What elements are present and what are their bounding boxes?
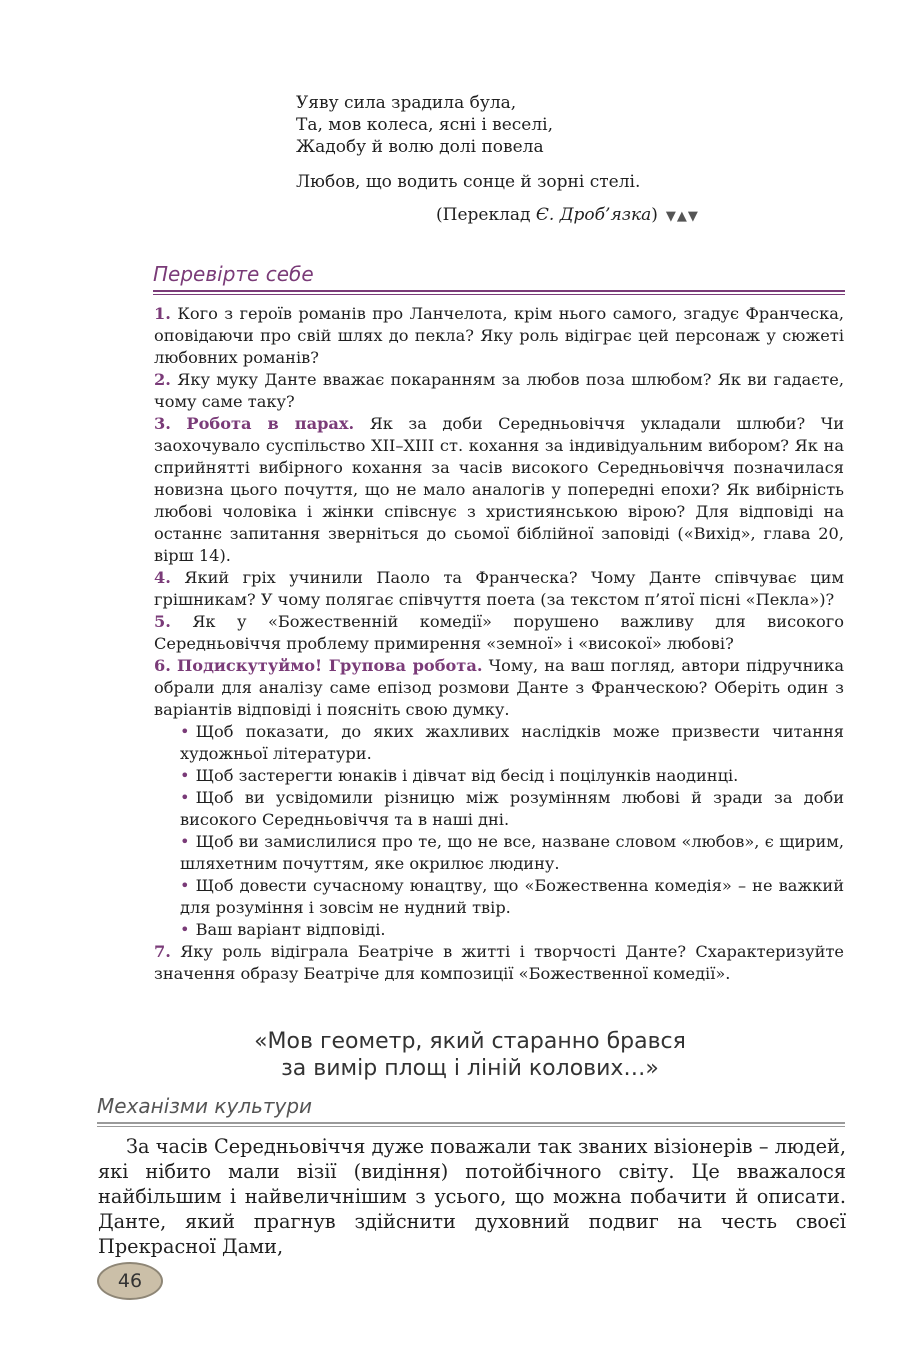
question-number: 4. bbox=[154, 568, 171, 587]
answer-option bbox=[180, 787, 844, 831]
section-divider bbox=[153, 290, 845, 295]
question-item bbox=[154, 941, 844, 985]
question-item bbox=[154, 567, 844, 611]
question-text: Яку роль відіграла Беатріче в житті і творчості Данте? Схарактеризуйте значення образу Беатріче для композиції «Божественної комедії». bbox=[154, 942, 844, 983]
poem-last-line: Любов, що водить сонце й зорні стелі. bbox=[296, 172, 641, 192]
question-number: 2. bbox=[154, 370, 171, 389]
answer-option-text: Щоб ви замислилися про те, що не все, назване словом «любов», є щирим, шляхетним почуттям, яке окрилює людину. bbox=[180, 832, 844, 873]
question-item bbox=[154, 611, 844, 655]
triangle-ornament-icon: ▼▲▼ bbox=[665, 209, 699, 224]
bullet-icon: • bbox=[180, 920, 190, 939]
body-paragraph: За часів Середньовіччя дуже поважали так званих візіонерів – людей, які нібито мали візії (видіння) потойбічного світу. Це вважалося найбільшим і найвеличнішим з усього, що можна побачити й описати. Данте, який прагнув здійснити духовний подвиг на честь своєї Прекрасної Дами, bbox=[98, 1135, 846, 1258]
bullet-icon: • bbox=[180, 766, 190, 785]
answer-option bbox=[180, 765, 844, 787]
translation-prefix: (Переклад bbox=[436, 205, 536, 225]
translation-credit bbox=[436, 204, 699, 228]
page-number: 46 bbox=[97, 1262, 163, 1300]
question-number: 5. bbox=[154, 612, 171, 631]
epigraph-quote bbox=[160, 1028, 780, 1082]
section-divider bbox=[97, 1122, 845, 1127]
question-item bbox=[154, 413, 844, 567]
answer-options bbox=[154, 721, 844, 941]
section-title-check: Перевірте себе bbox=[153, 262, 314, 286]
poem-line: Та, мов колеса, ясні і веселі, bbox=[296, 115, 554, 135]
question-text: Як за доби Середньовіччя укладали шлюби? Чи заохочувало суспільство XII–XIII ст. кохання за індивідуальним вибором? Як на сприйнятті вибірного кохання за часів високого Середньовіччя позначилася новизна цього почуття, що не мало аналогів у попередні епохи? Як вибірність любові чоловіка і жінки співснує з християнською вірою? Для відповіді на останнє запитання зверніться до сьомої біблійної заповіді («Вихід», глава 20, вірш 14). bbox=[154, 414, 844, 565]
question-item bbox=[154, 369, 844, 413]
bullet-icon: • bbox=[180, 832, 190, 851]
answer-option bbox=[180, 875, 844, 919]
task-type-label: Робота в парах. bbox=[186, 414, 355, 433]
question-number: 7. bbox=[154, 942, 171, 961]
mechanisms-body bbox=[98, 1134, 846, 1259]
question-item bbox=[154, 655, 844, 721]
question-text: Кого з героїв романів про Ланчелота, крім нього самого, згадує Франческа, оповідаючи про свій шлях до пекла? Яку роль відіграє цей персонаж у сюжеті любовних романів? bbox=[154, 304, 844, 367]
question-number: 6. bbox=[154, 656, 171, 675]
poem-line: Уяву сила зрадила була, bbox=[296, 93, 517, 113]
question-text: Яку муку Данте вважає покаранням за любов поза шлюбом? Як ви гадаєте, чому саме таку? bbox=[154, 370, 844, 411]
bullet-icon: • bbox=[180, 722, 190, 741]
section-title-mechanisms: Механізми культури bbox=[97, 1094, 313, 1118]
translation-suffix: ) bbox=[651, 205, 658, 225]
answer-option-text: Ваш варіант відповіді. bbox=[195, 920, 386, 939]
poem-excerpt bbox=[296, 92, 756, 193]
answer-option-text: Щоб застерегти юнаків і дівчат від бесід і поцілунків наодинці. bbox=[195, 766, 739, 785]
translator-name: Є. Дроб’язка bbox=[535, 205, 652, 225]
poem-line: Жадобу й волю долі повела bbox=[296, 137, 544, 157]
question-number: 1. bbox=[154, 304, 171, 323]
task-type-label: Подискутуймо! Групова робота. bbox=[177, 656, 483, 675]
quote-line: «Мов геометр, який старанно брався bbox=[254, 1029, 686, 1054]
question-text: Який гріх учинили Паоло та Франческа? Чому Данте співчуває цим грішникам? У чому полягає співчуття поета (за текстом п’ятої пісні «Пекла»)? bbox=[154, 568, 844, 609]
answer-option bbox=[180, 831, 844, 875]
quote-line: за вимір площ і ліній колових…» bbox=[281, 1056, 659, 1081]
questions-list bbox=[154, 303, 844, 985]
answer-option bbox=[180, 721, 844, 765]
question-text: Як у «Божественній комедії» порушено важливу для високого Середньовіччя проблему примирення «земної» і «високої» любові? bbox=[154, 612, 844, 653]
answer-option bbox=[180, 919, 844, 941]
answer-option-text: Щоб ви усвідомили різницю між розумінням любові й зради за доби високого Середньовіччя та в наші дні. bbox=[180, 788, 844, 829]
question-number: 3. bbox=[154, 414, 171, 433]
question-text: Чому, на ваш погляд, автори підручника обрали для аналізу саме епізод розмови Данте з Франческою? Оберіть один з варіантів відповіді і поясніть свою думку. bbox=[154, 656, 844, 719]
answer-option-text: Щоб показати, до яких жахливих наслідків може призвести читання художньої літератури. bbox=[180, 722, 844, 763]
question-item bbox=[154, 303, 844, 369]
bullet-icon: • bbox=[180, 788, 190, 807]
answer-option-text: Щоб довести сучасному юнацтву, що «Божественна комедія» – не важкий для розуміння і зовсім не нудний твір. bbox=[180, 876, 844, 917]
bullet-icon: • bbox=[180, 876, 190, 895]
